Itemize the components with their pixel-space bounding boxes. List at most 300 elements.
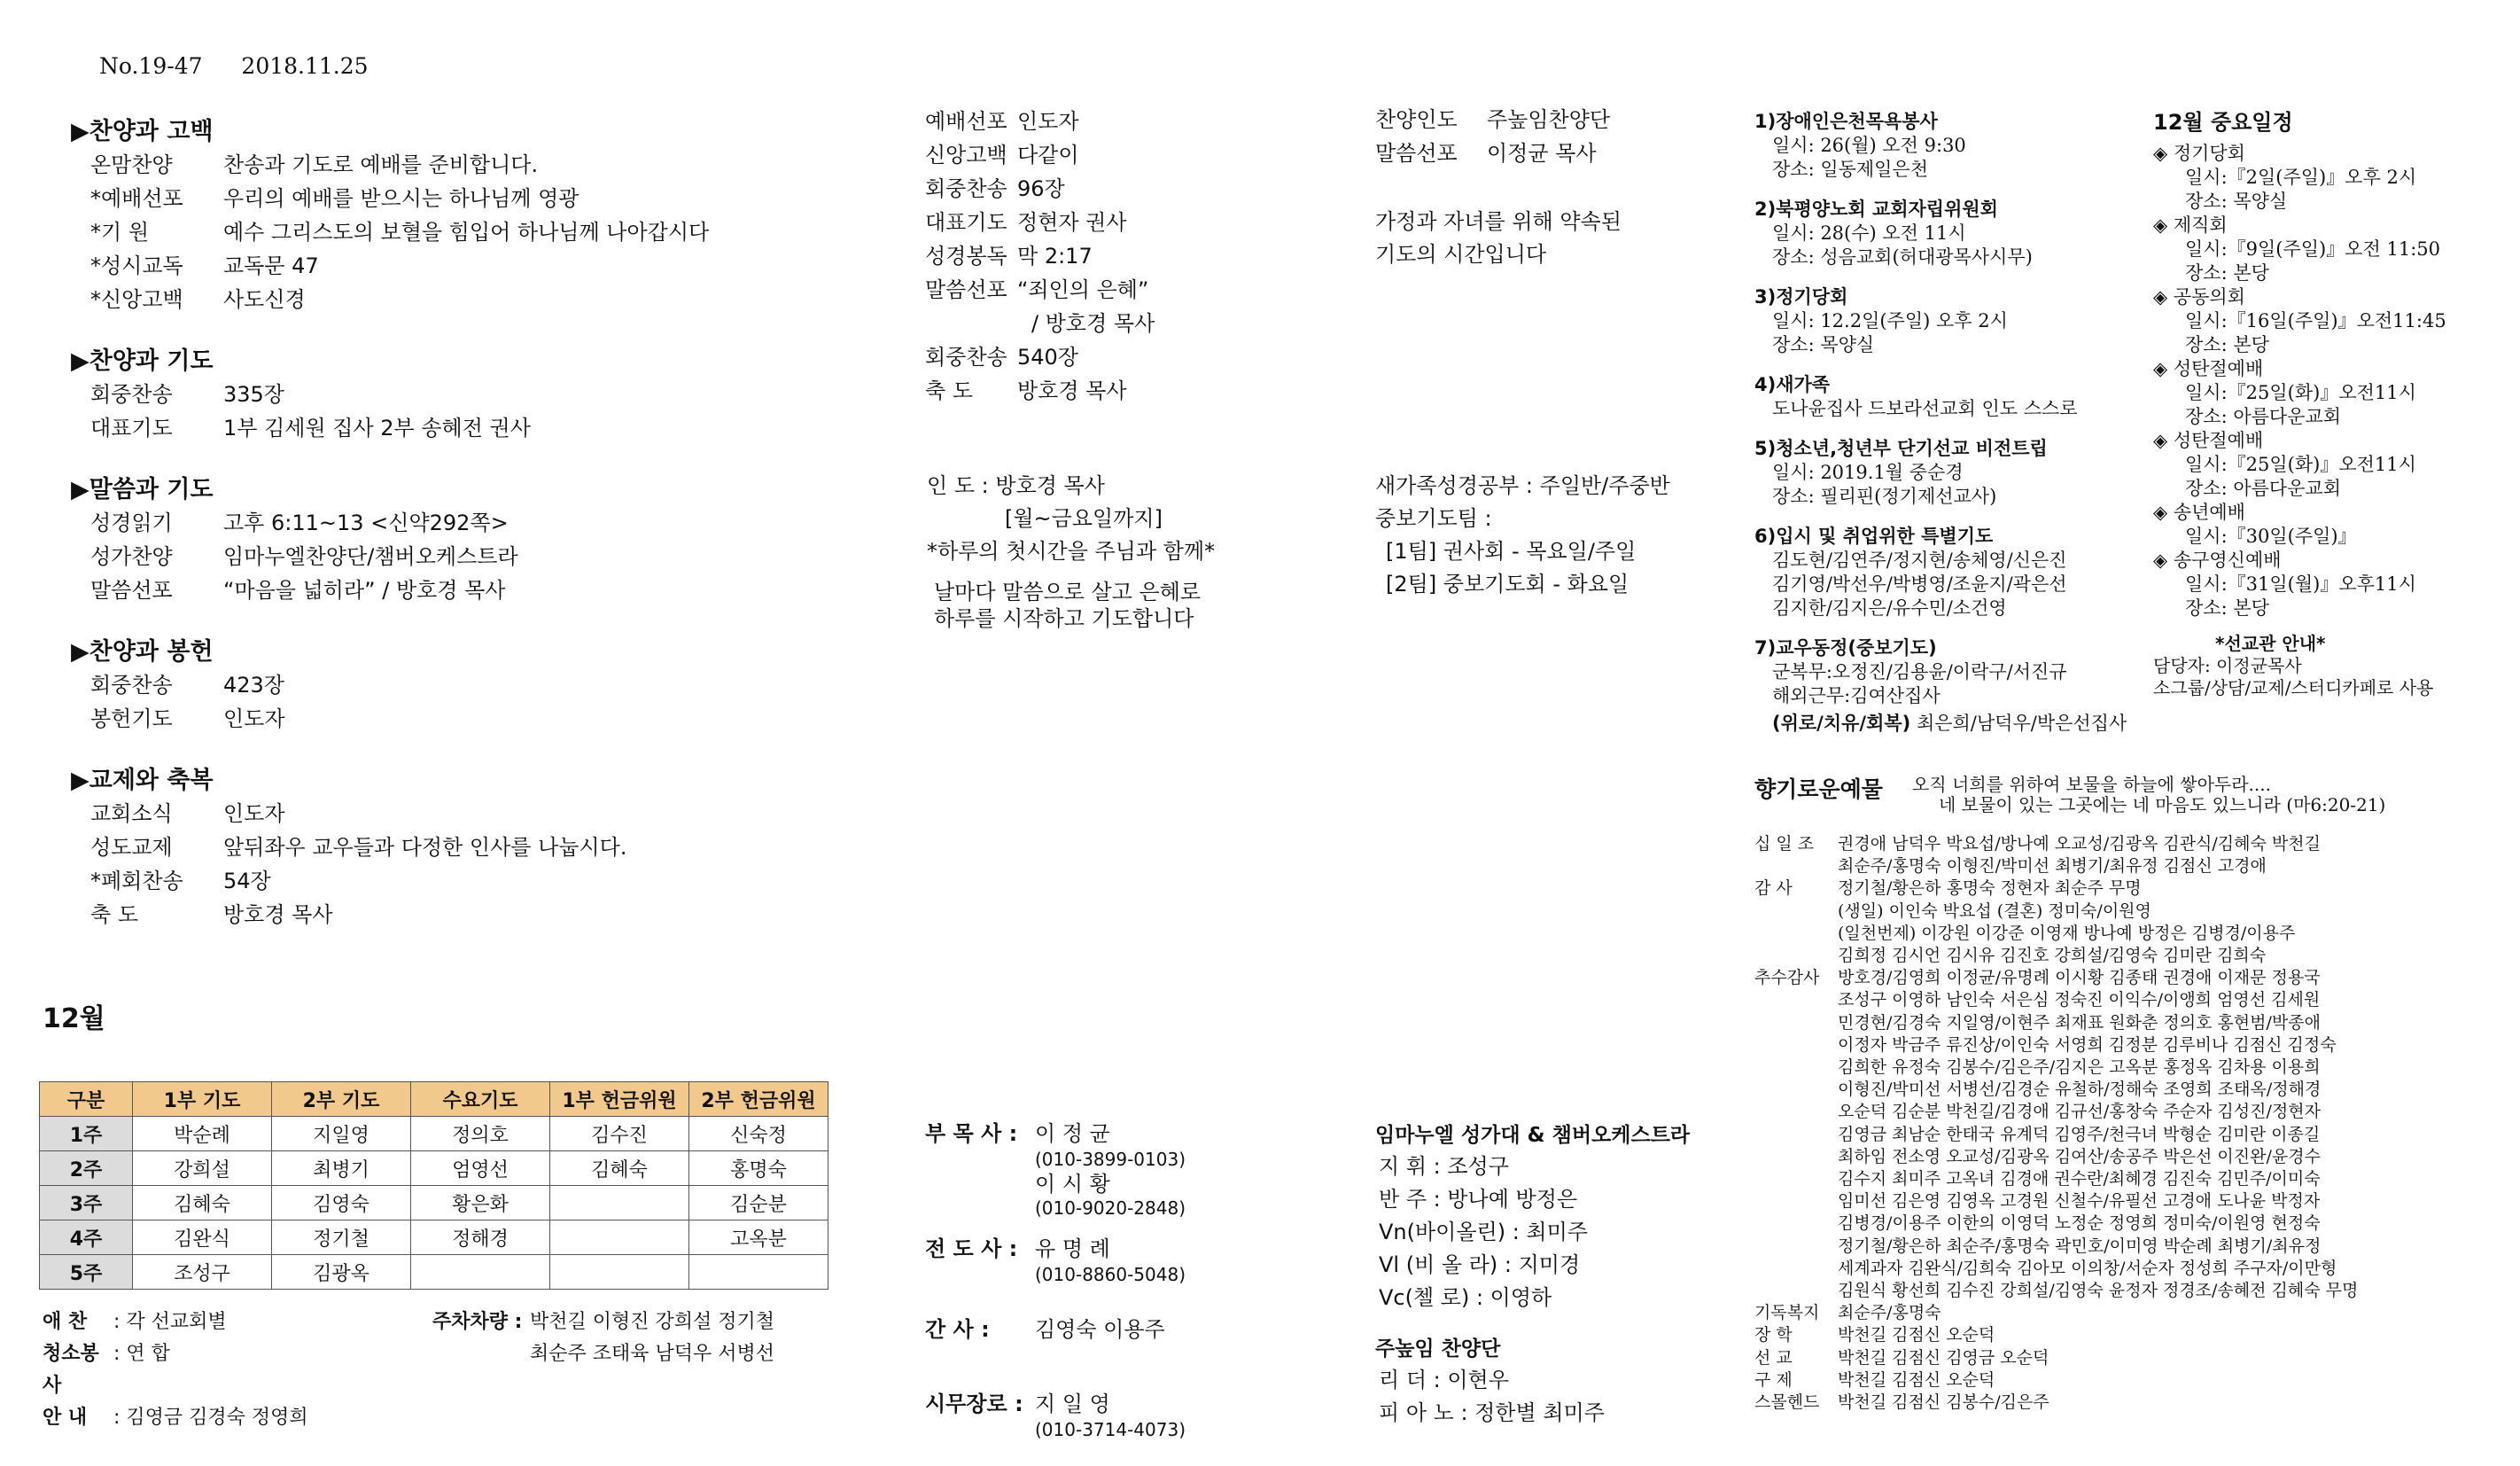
order-value: 인도자 — [1017, 109, 1079, 134]
order-value: 방호경 목사 — [1017, 378, 1127, 403]
staff-name: 이 시 황 — [1035, 1172, 1110, 1197]
table-cell: 고옥분 — [689, 1220, 828, 1255]
offering-names: 김수지 최미주 고옥녀 김경애 권수란/최혜경 김진숙 김민주/이미숙 — [1838, 1169, 2321, 1189]
order-label: 신앙고백 — [925, 143, 1007, 168]
offering-names: 김병경/이용주 이한의 이영덕 노정순 정영희 정미숙/이원영 현정숙 — [1838, 1213, 2321, 1234]
offering-names: (일천번제) 이강원 이강준 이영재 방나예 방정은 김병경/이용주 — [1838, 923, 2296, 943]
offering-names: 임미선 김은영 김영옥 고경원 신철수/유필선 고경애 도나윤 박정자 — [1838, 1191, 2321, 1212]
news-title: 2)북평양노회 교회자립위원회 — [1754, 199, 1998, 220]
offering-names: 김희한 유정숙 김봉수/김은주/김지은 고옥분 홍정옥 김차용 이용희 — [1838, 1057, 2321, 1078]
offering-category: 구 제 — [1754, 1369, 1793, 1390]
offering-category — [1754, 1057, 1838, 1079]
order-label: 회중찬송 — [90, 673, 173, 698]
offering-names: 박천길 김점신 김봉수/김은주 — [1838, 1392, 2049, 1413]
offering-category — [1754, 989, 1838, 1011]
role-label: 청소봉사 — [43, 1343, 99, 1397]
order-label: 말씀선포 — [925, 277, 1007, 302]
worship-team-member: 리 더 : 이현우 — [1379, 1368, 1509, 1392]
choir-title: 임마누엘 성가대 & 챔버오케스트라 — [1375, 1124, 1691, 1147]
offering-category — [1754, 1012, 1838, 1034]
staff-phone: (010-9020-2848) — [1035, 1197, 1186, 1219]
offering-names: 이형진/박미선 서병선/김경순 유철하/정해숙 조영희 조태옥/정해경 — [1838, 1080, 2322, 1100]
order-label: 말씀선포 — [90, 578, 173, 603]
table-cell: 5주 — [40, 1255, 133, 1290]
table-cell: 김영숙 — [272, 1186, 411, 1220]
offering-title: 향기로운예물 — [1754, 776, 1883, 802]
offering-names: 박천길 김점신 김영금 오순덕 — [1838, 1347, 2049, 1368]
table-cell: 3주 — [40, 1186, 133, 1220]
worship-order — [71, 112, 868, 932]
section-title: ▶찬양과 고백 — [71, 118, 214, 145]
order-value: / 방호경 목사 — [1031, 311, 1155, 336]
order-value: 우리의 예배를 받으시는 하나님께 영광 — [223, 186, 579, 211]
prayer-team-item: [1팀] 권사회 - 목요일/주일 — [1386, 539, 1637, 564]
praise-sermon — [1375, 103, 1747, 271]
schedule-place: 장소: 목양실 — [2185, 191, 2288, 212]
table-cell — [550, 1186, 689, 1220]
order-value: 임마누엘찬양단/챔버오케스트라 — [223, 544, 518, 569]
offering-category — [1754, 1034, 1838, 1057]
schedule-date: 일시:『9일(주일)』오전 11:50 — [2185, 238, 2441, 260]
role-label: 주차차량 : — [432, 1311, 523, 1333]
list-item — [1754, 1258, 2508, 1280]
dawn-text: 하루를 시작하고 기도합니다 — [934, 606, 1194, 631]
table-cell — [550, 1255, 689, 1290]
offering-section — [1754, 775, 2508, 815]
news-label: (위로/치유/회복) — [1772, 713, 1911, 734]
list-item — [1754, 1213, 2508, 1235]
section-fellowship-blessing — [71, 760, 868, 932]
worship-team-title: 주높임 찬양단 — [1375, 1337, 1501, 1361]
table-header: 1부 헌금위원 — [550, 1082, 689, 1117]
offering-verse: 네 보물이 있는 그곳에는 네 마음도 있느니라 (마6:20-21) — [1939, 794, 2386, 815]
dawn-days: [월~금요일까지] — [1005, 506, 1163, 531]
schedule-name: ◈ 공동의회 — [2153, 286, 2245, 308]
schedule-date: 일시:『25일(화)』오전11시 — [2185, 454, 2416, 475]
table-row — [40, 1151, 828, 1186]
table-header: 2부 기도 — [272, 1082, 411, 1117]
news-item — [1754, 373, 2144, 421]
table-cell: 정의호 — [411, 1117, 550, 1151]
table-cell: 1주 — [40, 1117, 133, 1151]
schedule-item — [2153, 429, 2508, 501]
table-cell — [550, 1220, 689, 1255]
news-line: 김도현/김연주/정지현/송체영/신은진 — [1772, 550, 2067, 571]
order-value: 이정균 목사 — [1487, 141, 1597, 166]
list-item — [1754, 1034, 2508, 1057]
offering-verse: 오직 너희를 위하여 보물을 하늘에 쌓아두라.... — [1912, 774, 2271, 795]
schedule-item — [2153, 214, 2508, 285]
table-cell: 정기철 — [272, 1220, 411, 1255]
list-item — [1754, 1236, 2508, 1258]
list-item — [1754, 1168, 2508, 1190]
order-value: 정현자 권사 — [1017, 210, 1127, 235]
offering-category — [1754, 1236, 1838, 1258]
table-cell: 2주 — [40, 1151, 133, 1186]
order-value: 335장 — [223, 382, 284, 407]
offering-names: 이정자 박금주 류진상/이인숙 서영희 김정분 김루비나 김점신 김정숙 — [1838, 1034, 2337, 1055]
offering-category: 감 사 — [1754, 878, 1793, 899]
news-title: 5)청소년,청년부 단기선교 비전트립 — [1754, 438, 2048, 459]
section-praise-confession — [71, 112, 868, 316]
month-title: 12월 — [43, 1003, 105, 1034]
table-cell: 김순분 — [689, 1186, 828, 1220]
news-title: 3)정기당회 — [1754, 286, 1848, 308]
offering-names: 오순덕 김순분 박천길/김경애 김규선/홍창숙 주순자 김성진/정현자 — [1838, 1102, 2321, 1122]
offering-names: 김희정 김시언 김시유 김진호 강희설/김영숙 김미란 김희숙 — [1838, 946, 2267, 966]
table-cell: 조성구 — [133, 1255, 272, 1290]
offering-category — [1754, 1280, 1838, 1302]
table-cell: 엄영선 — [411, 1151, 550, 1186]
offering-category: 십 일 조 — [1754, 834, 1815, 854]
table-cell: 김수진 — [550, 1117, 689, 1151]
schedule-date: 일시:『2일(주일)』오후 2시 — [2185, 167, 2417, 188]
offering-category — [1754, 1213, 1838, 1235]
offering-names: 최순주/홍명숙 — [1838, 1303, 1941, 1323]
table-cell: 홍명숙 — [689, 1151, 828, 1186]
schedule-name: ◈ 정기당회 — [2153, 143, 2245, 164]
list-item — [1754, 1012, 2508, 1034]
issue-number: No.19-47 — [99, 53, 203, 79]
schedule-place: 장소: 본당 — [2185, 262, 2269, 284]
order-value: 540장 — [1017, 345, 1078, 370]
table-cell: 지일영 — [272, 1117, 411, 1151]
table-cell: 강희설 — [133, 1151, 272, 1186]
offering-category — [1754, 1168, 1838, 1190]
order-label: 성경읽기 — [90, 511, 173, 535]
order-label: 축 도 — [925, 378, 973, 403]
choir-member: 지 휘 : 조성구 — [1379, 1154, 1509, 1179]
section-title: ▶교제와 축복 — [71, 767, 214, 794]
offering-category — [1754, 855, 1838, 877]
section-praise-prayer — [71, 341, 868, 445]
section-title: ▶말씀과 기도 — [71, 476, 214, 503]
table-header: 2부 헌금위원 — [689, 1082, 828, 1117]
table-cell: 김광옥 — [272, 1255, 411, 1290]
news-line: 장소: 일동제일은천 — [1772, 159, 1929, 180]
news-line: 군복무:오정진/김용윤/이락구/서진규 — [1772, 661, 2067, 682]
dawn-prayer — [927, 470, 1370, 632]
offering-category: 선 교 — [1754, 1347, 1793, 1368]
offering-names: 김영금 최남순 한태국 유계덕 김영주/천극녀 박형순 김미란 이종길 — [1838, 1124, 2321, 1144]
role-value: 박천길 이형진 강희설 정기철 — [530, 1311, 775, 1333]
order-value: 교독문 47 — [223, 253, 319, 278]
order-value: 방호경 목사 — [223, 902, 333, 927]
order-label: 축 도 — [90, 902, 138, 927]
table-row — [40, 1186, 828, 1220]
offering-category: 스몰헨드 — [1754, 1392, 1820, 1413]
worship-team-member: 피 아 노 : 정한별 최미주 — [1379, 1400, 1605, 1425]
family-prayer-text: 기도의 시간입니다 — [1375, 242, 1547, 267]
news-line: 해외근무:김여산집사 — [1772, 685, 1941, 706]
table-cell: 4주 — [40, 1220, 133, 1255]
schedule-place: 장소: 본당 — [2185, 597, 2269, 619]
order-value: 예수 그리스도의 보혈을 힘입어 하나님께 나아갑시다 — [223, 220, 710, 245]
table-cell: 최병기 — [272, 1151, 411, 1186]
offering-category — [1754, 1079, 1838, 1101]
offering-names: 민경현/김경숙 지일영/이현주 최재표 원화춘 정의호 홍현범/박종애 — [1838, 1012, 2321, 1033]
news-title: 1)장애인은천목욕봉사 — [1754, 111, 1938, 132]
family-prayer-text: 가정과 자녀를 위해 약속된 — [1375, 209, 1622, 234]
order-label: 말씀선포 — [1375, 141, 1458, 166]
church-news — [1754, 110, 2144, 736]
order-value: 인도자 — [223, 706, 285, 731]
order-label: 대표기도 — [90, 416, 173, 441]
news-item — [1754, 110, 2144, 182]
role-value: : 연 합 — [113, 1343, 170, 1365]
list-item — [1754, 967, 2508, 989]
order-label: 예배선포 — [925, 109, 1007, 134]
table-row — [40, 1220, 828, 1255]
mission-house-line: 담당자: 이정균목사 — [2153, 655, 2302, 676]
issue-date: 2018.11.25 — [241, 53, 369, 79]
staff-list — [925, 1119, 1368, 1441]
order-value: “죄인의 은혜” — [1017, 277, 1149, 302]
news-item — [1754, 525, 2144, 620]
mission-house-line: 소그룹/상담/교제/스터디카페로 사용 — [2153, 677, 2434, 698]
role-value: : 각 선교회별 — [113, 1311, 227, 1333]
offering-category — [1754, 1101, 1838, 1123]
order-label: 성경봉독 — [925, 244, 1007, 269]
order-label: *폐회찬송 — [90, 869, 183, 893]
duty-table-wrapper — [39, 1081, 828, 1290]
schedule-title: 12월 중요일정 — [2153, 110, 2293, 135]
schedule-date: 일시:『31일(월)』오후11시 — [2185, 573, 2416, 595]
dawn-motto: *하루의 첫시간을 주님과 함께* — [927, 539, 1216, 564]
schedule-item — [2153, 357, 2508, 429]
order-value: 96장 — [1017, 176, 1065, 201]
table-header: 수요기도 — [411, 1082, 550, 1117]
order-value: 막 2:17 — [1017, 244, 1093, 269]
news-line: 김기영/박선우/박병영/조윤지/곽은선 — [1772, 573, 2067, 595]
offering-category — [1754, 923, 1838, 945]
offering-names: 최순주/홍명숙 이형진/박미선 최병기/최유정 김점신 고경애 — [1838, 856, 2267, 877]
dawn-text: 날마다 말씀으로 살고 은혜로 — [934, 580, 1202, 604]
list-item — [1754, 1280, 2508, 1302]
schedule-item — [2153, 142, 2508, 214]
offering-list — [1754, 833, 2508, 1414]
prayer-team-item: [2팀] 중보기도회 - 화요일 — [1386, 572, 1629, 597]
news-line: 장소: 필리핀(정기제선교사) — [1772, 486, 1997, 507]
news-line: 도나윤집사 드보라선교회 인도 스스로 — [1772, 398, 2078, 419]
order-label: *신앙고백 — [90, 287, 183, 312]
section-title: ▶찬양과 봉헌 — [71, 638, 214, 666]
offering-category — [1754, 945, 1838, 967]
schedule-name: ◈ 송년예배 — [2153, 502, 2245, 523]
news-line: 일시: 26(월) 오전 9:30 — [1772, 135, 1966, 156]
new-family-study: 새가족성경공부 : 주일반/주중반 — [1375, 473, 1670, 498]
dawn-leader: 인 도 : 방호경 목사 — [927, 473, 1105, 498]
schedule-name: ◈ 제직회 — [2153, 214, 2228, 236]
list-item — [1754, 1190, 2508, 1213]
role-value: 최순주 조태육 남덕우 서병선 — [530, 1343, 775, 1365]
table-cell: 정해경 — [411, 1220, 550, 1255]
order-label: 회중찬송 — [925, 176, 1007, 201]
news-line: 장소: 목양실 — [1772, 334, 1875, 355]
offering-category: 기독복지 — [1754, 1303, 1820, 1323]
staff-name: 김영숙 이용주 — [1035, 1317, 1165, 1342]
order-value: 찬송과 기도로 예배를 준비합니다. — [223, 152, 539, 177]
order-label: *성시교독 — [90, 253, 183, 278]
offering-names: 정기철/황은하 최순주/홍명숙 곽민호/이미영 박순례 최병기/최유정 — [1838, 1236, 2322, 1256]
schedule-item — [2153, 549, 2508, 620]
order-value: 주높임찬양단 — [1487, 107, 1611, 132]
december-schedule — [2153, 106, 2508, 699]
news-line: 일시: 12.2일(주일) 오후 2시 — [1772, 310, 2008, 331]
offering-category — [1754, 1146, 1838, 1168]
order-value: 인도자 — [223, 801, 285, 826]
groups — [1375, 470, 1747, 601]
news-title: 6)입시 및 취업위한 특별기도 — [1754, 526, 1994, 547]
afternoon-worship — [925, 105, 1350, 408]
table-cell: 박순례 — [133, 1117, 272, 1151]
order-value: 고후 6:11~13 <신약292쪽> — [223, 511, 509, 535]
offering-names: 권경애 남덕우 박요섭/방나예 오교성/김광옥 김관식/김혜숙 박천길 — [1838, 834, 2321, 854]
list-item — [1754, 989, 2508, 1011]
list-item — [1754, 1369, 2508, 1392]
news-title: 7)교우동정(중보기도) — [1754, 637, 1937, 659]
news-line: 일시: 2019.1월 중순경 — [1772, 462, 1964, 483]
list-item — [1754, 1057, 2508, 1079]
news-item — [1754, 636, 2144, 736]
mission-house-title: *선교관 안내* — [2215, 633, 2326, 654]
offering-names: 최하임 전소영 오교성/김광옥 김여산/송공주 박은선 이진완/윤경수 — [1838, 1146, 2321, 1166]
table-header-row — [40, 1082, 828, 1117]
order-label — [925, 307, 1031, 340]
order-value: 사도신경 — [223, 287, 306, 312]
order-value: 앞뒤좌우 교우들과 다정한 인사를 나눕시다. — [223, 835, 627, 860]
offering-category — [1754, 1124, 1838, 1146]
order-value: 54장 — [223, 869, 271, 893]
staff-name: 이 정 균 — [1035, 1121, 1110, 1146]
offering-names: 세계과자 김완식/김희숙 김아모 이의창/서순자 정성희 주구자/이만형 — [1838, 1258, 2337, 1278]
offering-category — [1754, 1190, 1838, 1213]
table-cell: 황은화 — [411, 1186, 550, 1220]
table-cell: 김완식 — [133, 1220, 272, 1255]
list-item — [1754, 901, 2508, 923]
list-item — [1754, 1392, 2508, 1414]
schedule-place: 장소: 아름다운교회 — [2185, 406, 2342, 427]
choir — [1375, 1120, 1747, 1430]
offering-names: (생일) 이인숙 박요섭 (결혼) 정미숙/이원영 — [1838, 901, 2151, 921]
staff-label: 전 도 사 : — [925, 1236, 1018, 1261]
choir-member: 반 주 : 방나예 방정은 — [1379, 1187, 1578, 1212]
offering-names: 박천길 김점신 오순덕 — [1838, 1369, 1995, 1390]
section-title: ▶찬양과 기도 — [71, 347, 214, 375]
order-label: *예배선포 — [90, 186, 183, 211]
order-label: 회중찬송 — [90, 382, 173, 407]
list-item — [1754, 1302, 2508, 1324]
list-item — [1754, 1079, 2508, 1101]
news-title: 4)새가족 — [1754, 374, 1831, 395]
order-label: 찬양인도 — [1375, 107, 1458, 132]
bulletin-header — [99, 53, 369, 79]
staff-phone: (010-8860-5048) — [1035, 1264, 1186, 1285]
list-item — [1754, 1347, 2508, 1369]
schedule-name: ◈ 송구영신예배 — [2153, 550, 2282, 571]
schedule-item — [2153, 285, 2508, 357]
offering-category: 장 학 — [1754, 1325, 1793, 1345]
choir-member: Vl (비 올 라) : 지미경 — [1379, 1252, 1581, 1277]
order-label: 회중찬송 — [925, 345, 1007, 370]
staff-phone: (010-3714-4073) — [1035, 1419, 1186, 1440]
table-cell — [689, 1255, 828, 1290]
order-label: 대표기도 — [925, 210, 1007, 235]
list-item — [1754, 1146, 2508, 1168]
news-line: 장소: 성음교회(허대광목사시무) — [1772, 246, 2033, 268]
offering-category — [1754, 1258, 1838, 1280]
order-label: *기 원 — [90, 220, 149, 245]
role-label: 안 내 — [43, 1407, 88, 1429]
order-value: 다같이 — [1017, 143, 1079, 168]
staff-label: 시무장로 : — [925, 1392, 1023, 1416]
order-label: 봉헌기도 — [90, 706, 173, 731]
news-item — [1754, 198, 2144, 269]
order-label: 성가찬양 — [90, 544, 173, 569]
duty-table — [39, 1081, 828, 1290]
offering-names: 정기철/황은하 홍명숙 정현자 최순주 무명 — [1838, 878, 2142, 899]
table-cell — [411, 1255, 550, 1290]
table-row — [40, 1117, 828, 1151]
section-word-prayer — [71, 470, 868, 607]
order-value: 423장 — [223, 673, 284, 698]
offering-names: 조성구 이영하 남인숙 서은심 정숙진 이익수/이앵희 엄영선 김세원 — [1838, 990, 2321, 1010]
news-line: 최은희/남덕우/박은선집사 — [1916, 713, 2127, 734]
staff-label: 간 사 : — [925, 1317, 990, 1342]
role-value: : 김영금 김경숙 정영희 — [113, 1407, 308, 1429]
section-praise-offering — [71, 632, 868, 736]
offering-names: 방호경/김영희 이정균/유명례 이시황 김종태 권경애 이재문 정용국 — [1838, 968, 2321, 988]
schedule-date: 일시:『25일(화)』오전11시 — [2185, 382, 2416, 403]
staff-name: 유 명 례 — [1035, 1236, 1110, 1261]
schedule-place: 장소: 본당 — [2185, 334, 2269, 355]
order-label: 교회소식 — [90, 801, 173, 826]
table-cell: 김혜숙 — [133, 1186, 272, 1220]
table-header: 1부 기도 — [133, 1082, 272, 1117]
offering-names: 김원식 황선희 김수진 강희설/김영숙 윤정자 정경조/송혜전 김혜숙 무명 — [1838, 1281, 2359, 1301]
list-item — [1754, 923, 2508, 945]
list-item — [1754, 945, 2508, 967]
offering-category: 추수감사 — [1754, 968, 1820, 988]
news-item — [1754, 285, 2144, 357]
news-item — [1754, 437, 2144, 509]
list-item — [1754, 855, 2508, 877]
offering-category — [1754, 901, 1838, 923]
order-label: 성도교제 — [90, 835, 173, 860]
prayer-team-title: 중보기도팀 : — [1375, 506, 1492, 531]
table-header: 구분 — [40, 1082, 133, 1117]
staff-label: 부 목 사 : — [925, 1121, 1018, 1146]
schedule-name: ◈ 성탄절예배 — [2153, 430, 2264, 451]
list-item — [1754, 833, 2508, 855]
service-roles — [43, 1306, 840, 1434]
schedule-date: 일시:『16일(주일)』오전11:45 — [2185, 310, 2446, 331]
list-item — [1754, 1101, 2508, 1123]
list-item — [1754, 1124, 2508, 1146]
news-line: 일시: 28(수) 오전 11시 — [1772, 222, 1966, 244]
news-line: 김지한/김지은/유수민/소건영 — [1772, 597, 2007, 619]
table-cell: 김혜숙 — [550, 1151, 689, 1186]
choir-member: Vn(바이올린) : 최미주 — [1379, 1220, 1588, 1244]
list-item — [1754, 877, 2508, 900]
list-item — [1754, 1324, 2508, 1346]
schedule-name: ◈ 성탄절예배 — [2153, 358, 2264, 379]
role-label: 애 찬 — [43, 1311, 88, 1333]
schedule-place: 장소: 아름다운교회 — [2185, 478, 2342, 499]
schedule-date: 일시:『30일(주일)』 — [2185, 526, 2357, 547]
schedule-item — [2153, 501, 2508, 549]
order-value: “마음을 넓히라” / 방호경 목사 — [223, 578, 506, 603]
